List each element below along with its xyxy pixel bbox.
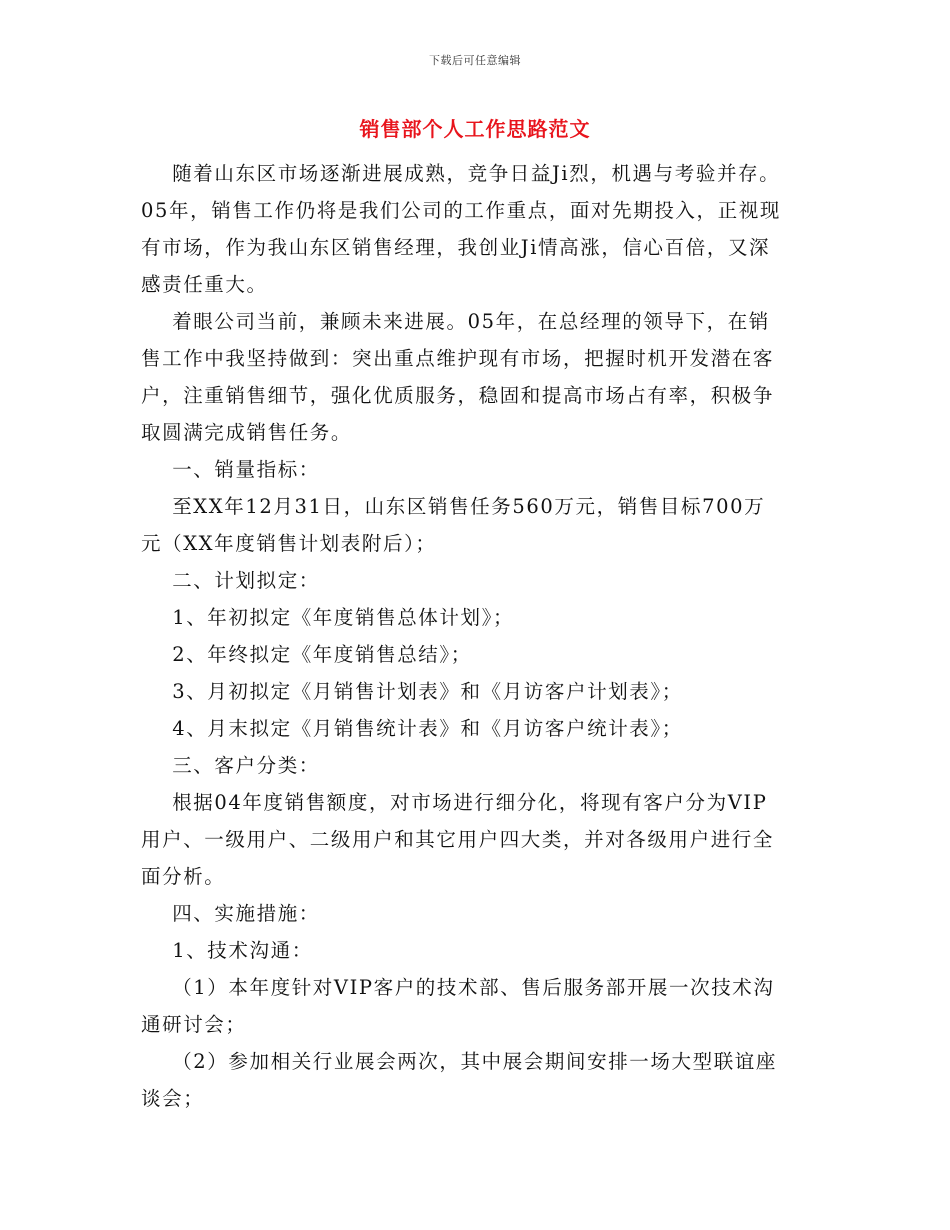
body-line: 用户、一级用户、二级用户和其它用户四大类，并对各级用户进行全 bbox=[141, 828, 775, 851]
body-line: 谈会； bbox=[141, 1087, 205, 1110]
sub-heading: 1、技术沟通： bbox=[141, 939, 313, 962]
section-heading: 三、客户分类： bbox=[141, 754, 320, 777]
body-line: 根据04年度销售额度，对市场进行细分化，将现有客户分为VIP bbox=[141, 791, 768, 814]
header-note: 下载后可任意编辑 bbox=[429, 54, 521, 67]
body-line: 面分析。 bbox=[141, 865, 226, 888]
body-line: 05年，销售工作仍将是我们公司的工作重点，面对先期投入，正视现 bbox=[141, 199, 781, 222]
body-line: 通研讨会； bbox=[141, 1013, 247, 1036]
list-item: 3、月初拟定《月销售计划表》和《月访客户计划表》； bbox=[141, 680, 683, 703]
document-body bbox=[141, 155, 821, 1117]
body-line: 售工作中我坚持做到：突出重点维护现有市场，把握时机开发潜在客 bbox=[141, 347, 775, 370]
body-line: 随着山东区市场逐渐进展成熟，竞争日益Ji烈，机遇与考验并存。 bbox=[141, 162, 781, 185]
body-line: 感责任重大。 bbox=[141, 273, 268, 296]
body-line: 户，注重销售细节，强化优质服务，稳固和提高市场占有率，积极争 bbox=[141, 384, 775, 407]
body-line: 至XX年12月31日，山东区销售任务560万元，销售目标700万 bbox=[141, 495, 766, 518]
section-heading: 一、销量指标： bbox=[141, 458, 320, 481]
section-heading: 四、实施措施： bbox=[141, 902, 320, 925]
document-title: 销售部个人工作思路范文 bbox=[359, 117, 591, 141]
body-line: 着眼公司当前，兼顾未来进展。05年，在总经理的领导下，在销 bbox=[141, 310, 770, 333]
body-line: 元（XX年度销售计划表附后）； bbox=[141, 532, 437, 555]
list-item: 2、年终拟定《年度销售总结》； bbox=[141, 643, 472, 666]
list-item: 4、月末拟定《月销售统计表》和《月访客户统计表》； bbox=[141, 717, 683, 740]
section-heading: 二、计划拟定： bbox=[141, 569, 320, 592]
list-item: 1、年初拟定《年度销售总体计划》； bbox=[141, 606, 515, 629]
list-item: （2）参加相关行业展会两次，其中展会期间安排一场大型联谊座 bbox=[141, 1050, 778, 1073]
body-line: 取圆满完成销售任务。 bbox=[141, 421, 353, 444]
list-item: （1）本年度针对VIP客户的技术部、售后服务部开展一次技术沟 bbox=[141, 976, 775, 999]
body-line: 有市场，作为我山东区销售经理，我创业Ji情高涨，信心百倍，又深 bbox=[141, 236, 771, 259]
